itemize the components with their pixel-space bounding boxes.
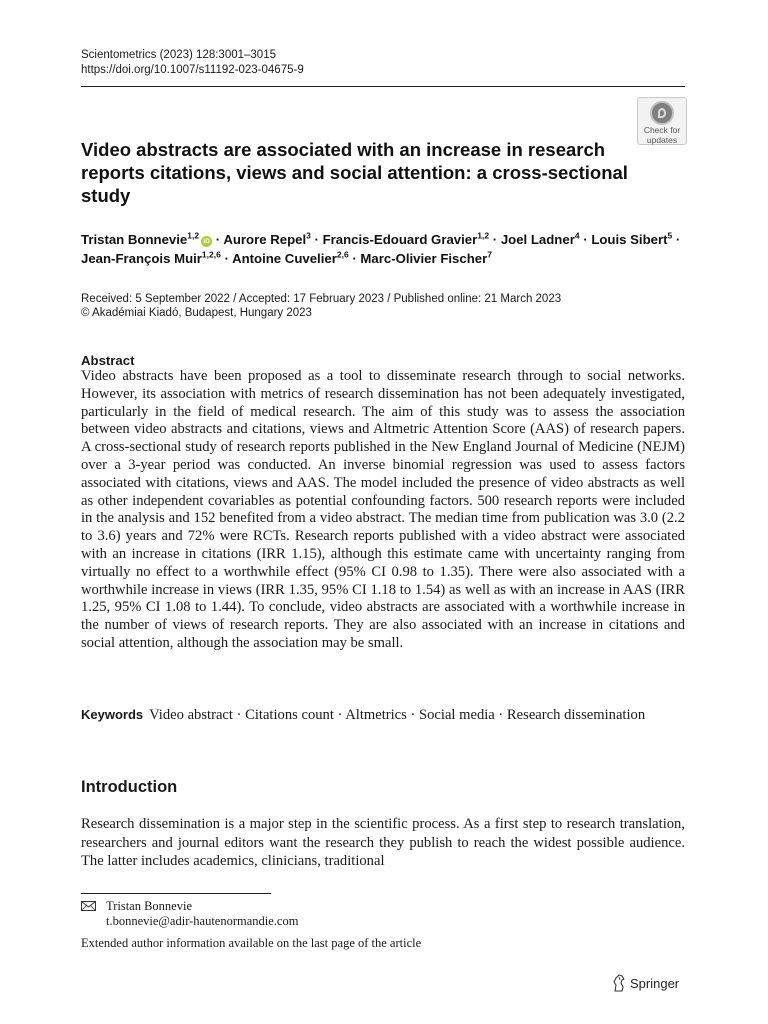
abstract-heading: Abstract [81, 353, 135, 368]
copyright-notice: © Akadémiai Kiadó, Budapest, Hungary 2023 [81, 307, 312, 319]
orcid-icon[interactable]: iD [201, 236, 212, 247]
keywords [81, 706, 685, 725]
author-affiliation: 1,2 [187, 230, 200, 241]
springer-horse-icon [611, 974, 627, 992]
author-affiliation: 2,6 [336, 249, 349, 260]
author-list: Tristan Bonnevie$^{1,2}$iD · Aurore Repel$^3$ · Francis-Edouard Gravier$^{1,2}$ · Joel Ladner$^4$ · Louis Sibert$^5$ · Jean-François Muir$^{1,2,6}$ · Antoine Cuvelier$^{2,6}$ · Marc-Olivier Fischer$^7$ [81, 230, 681, 266]
introduction-text: Research dissemination is a major step in the scientific process. As a first step to research translation, researchers and journal editors want the research they publish to reach the widest possible audience. The latter includes academics, clinicians, traditional [81, 816, 685, 869]
publisher-name: Springer [630, 975, 680, 991]
envelope-icon [81, 901, 96, 911]
author-affiliation: 3 [306, 230, 311, 241]
footnote-divider [81, 893, 271, 894]
author-name: Marc-Olivier Fischer [360, 251, 488, 266]
check-for-updates-icon [650, 101, 674, 125]
badge-line-2: updates [646, 134, 678, 145]
author-name: Antoine Cuvelier [232, 251, 337, 266]
author-affiliation: 5 [667, 230, 673, 241]
corresponding-author-name: Tristan Bonnevie [106, 899, 192, 913]
abstract-text: Video abstracts have been proposed as a tool to disseminate research through to social networks. However, its association with metrics of research dissemination has not been adequately investigated, particularly in the field of medical research. The aim of this study was to assess the association between video abstracts and citations, views and Altmetric Attention Score (AAS) of research papers. A cross-sectional study of research reports published in the New England Journal of Medicine (NEJM) over a 3-year period was conducted. An inverse binomial regression was used to assess factors associated with citations, views and AAS. The model included the presence of video abstracts as well as other independent covariables as potential confounding factors. 500 research reports were included in the analysis and 152 benefited from a video abstract. The median time from publication was 3.0 (2.2 to 3.6) years and 72% were RCTs. Research reports published with a video abstract were associated with an increase in citations (IRR 1.15), although this estimate came with uncertainty ranging from virtually no effect to a worthwhile effect (95% CI 0.98 to 1.35). There were also associated with a worthwhile increase in views (IRR 1.35, 95% CI 1.18 to 1.54) as well as with an increase in AAS (IRR 1.25, 95% CI 1.08 to 1.44). To conclude, video abstracts are associated with a worthwhile increase in the number of views of research reports. They are also associated with an increase in citations and social attention, although the association may be small. [81, 368, 685, 651]
author-affiliation: 7 [487, 249, 492, 260]
author-name: Tristan Bonnevie [81, 232, 188, 247]
author-affiliation: 1,2 [477, 230, 490, 241]
publication-dates: Received: 5 September 2022 / Accepted: 17 February 2023 / Published online: 21 March 2023 [81, 293, 562, 305]
check-for-updates-badge[interactable] [637, 97, 687, 145]
author-name: Aurore Repel [223, 232, 307, 247]
corresponding-author-email[interactable]: t.bonnevie@adir-hautenormandie.com [106, 914, 299, 928]
keywords-text: Video abstract · Citations count · Altmetrics · Social media · Research dissemination [149, 707, 646, 723]
author-name: Jean-François Muir [81, 251, 202, 266]
article-title: Video abstracts are associated with an increase in research reports citations, views and social attention: a cross-sectional study [81, 139, 628, 206]
author-affiliation: 4 [574, 230, 580, 241]
badge-line-1: Check for [643, 125, 681, 135]
author-name: Joel Ladner [500, 232, 575, 247]
extended-author-info: Extended author information available on the last page of the article [81, 936, 422, 950]
header-divider [81, 86, 685, 87]
author-affiliation: 1,2,6 [201, 249, 221, 260]
author-name: Louis Sibert [591, 232, 668, 247]
keywords-label: Keywords [81, 707, 144, 722]
springer-logo [611, 974, 679, 992]
doi-link[interactable]: https://doi.org/10.1007/s11192-023-04675-9 [81, 64, 304, 76]
introduction-heading: Introduction [81, 778, 178, 796]
journal-citation: Scientometrics (2023) 128:3001–3015 [81, 49, 276, 61]
author-name: Francis-Edouard Gravier [322, 232, 478, 247]
